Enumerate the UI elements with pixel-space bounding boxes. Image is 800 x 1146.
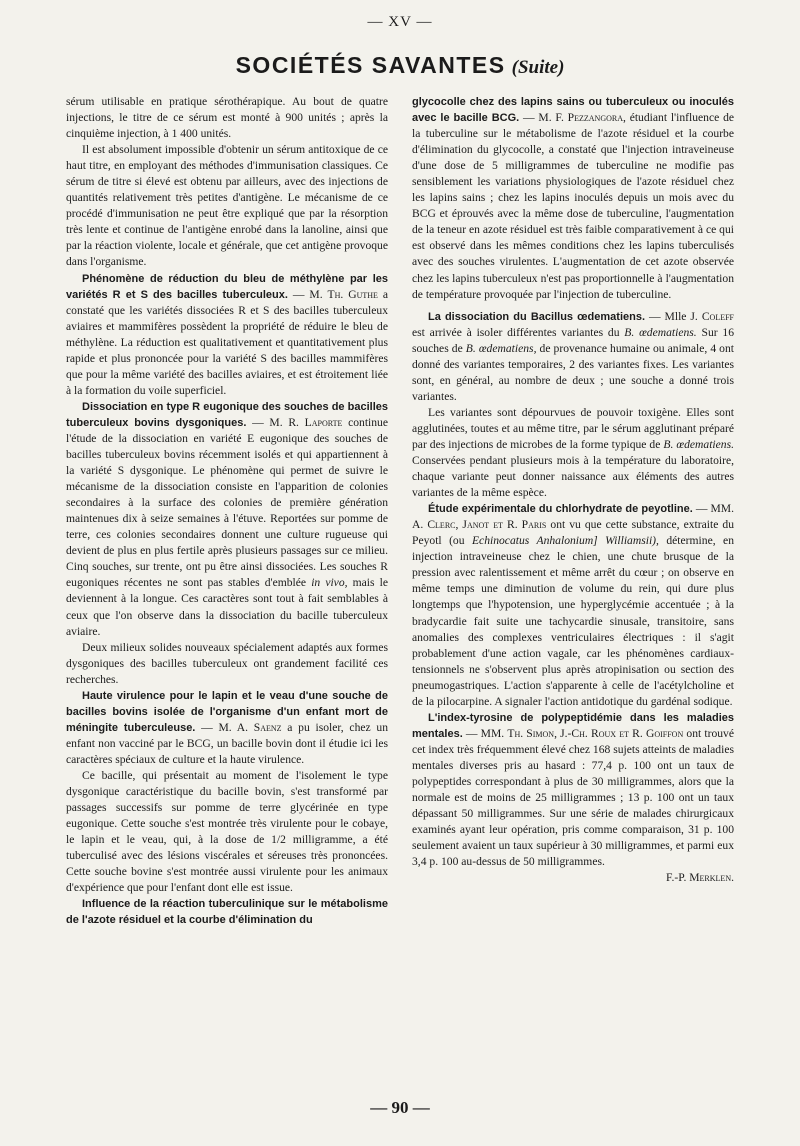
running-header: — XV — xyxy=(367,14,433,30)
article-clerc: Étude expérimentale du chlorhydrate de peyotline. — MM. A. Clerc, Janot et R. Paris ont vu que cette substance, extraite du Peyotl (ou Echinocatus Anhalonium] Williamsii), détermine, en injection intraveineuse chez le chien, une chute brusque de la pression avec ralentissement et même arrêt du cœur ; on observe en même temps une diminution de volume du rein, qui dure plus longtemps que l'hypotension, une hyperglycémie accentuée ; à la bradycardie fait suite une tachycardie sinusale, transitoire, sans anomalies des complexes ventriculaires électriques : il s'agit probablement d'une action vagale, car les phénomènes cardiaux-tensionnels ne s'observent plus après atropinisation ou section des pneumogastriques. L'action s'apparente à celle de l'acétylcholine et de la pilocarpine. A signaler l'action antidotique du gardénal sodique. xyxy=(412,502,734,708)
article-authors: Th. Simon, J.-Ch. Roux et R. Goiffon xyxy=(507,726,684,740)
article-simon: L'index-tyrosine de polypeptidémie dans les maladies mentales. — MM. Th. Simon, J.-Ch. Roux et R. Goiffon ont trouvé cet index très fréquemment élevé chez 168 sujets atteints de maladies mentales diverses pris au hasard : 77,4 p. 100 ont un taux de polypeptides correspondant à plus de 30 milligrammes, alors que la normale est de moins de 25 milligrammes ; 13 p. 100 ont un taux dépassant 50 milligrammes. Sur une série de malades chirurgicaux examinés ayant leur opération, pris comme comparaison, 31 p. 100 seulement avaient un taux supérieur à 30 milligrammes, et parmi eux 3,4 p. 100 au-dessus de 50 milligrammes. xyxy=(412,711,735,869)
article-saenz: Haute virulence pour le lapin et le veau d'une souche de bacilles bovins isolée de l'organisme d'un enfant mort de méningite tuberculeuse. — M. A. Saenz a pu isoler, chez un enfant non vacciné par le BCG, un bacille bovin dont il étudie ici les caractères spéciaux de culture et la haute virulence. xyxy=(66,689,388,766)
article-title: Haute virulence pour le lapin et le veau d'une souche de bacilles bovins isolée de l'organisme d'un enfant mort de méningite tuberculeuse. xyxy=(66,689,388,734)
paragraph: Les variantes sont dépourvues de pouvoir toxigène. Elles sont agglutinées, toutes et au même titre, par le sérum agglutinant préparé par des injections de microbes de la forme typique de B. œdematiens. Conservées pendant plusieurs mois à la température du laboratoire, chaque variante peut donner naissance aux éléments des autres variantes de la même espèce. xyxy=(412,405,734,500)
paragraph: sérum utilisable en pratique sérothérapique. Au bout de quatre injections, le titre de ce sérum est monté à 900 unités ; après la cinquième injection, à 1 400 unités. xyxy=(66,95,388,141)
article-title: Influence de la réaction tuberculinique sur le métabolisme de l'azote résiduel et la courbe d'élimination du xyxy=(66,898,388,927)
article-author: Laporte xyxy=(304,415,343,429)
article-authors: Clerc, Janot et R. Paris xyxy=(427,518,547,532)
article-pezzangora-cont: glycocolle chez des lapins sains ou tuberculeux ou inoculés avec le bacille BCG. — M. F. Pezzangora, étudiant l'influence de la tuberculine sur le métabolisme de l'azote résiduel et la courbe d'élimination du glycocolle, a constaté que l'injection intraveineuse d'une dose de 5 milligrammes de tuberculine ne modifie pas sensiblement les variations physiologiques de l'azote résiduel chez les lapins sains ; chez les lapins inoculés depuis un mois avec du BCG et éprouvés avec la même dose de tuberculine, l'augmentation de la teneur en azote résiduel est très faible comparativement à ce qui est observé dans les mêmes conditions chez les lapins tuberculisés avec des souches virulentes. L'augmentation de cet azote observée chez les lapins tuberculeux n'est pas proportionnelle à l'augmentation de température provoquée par l'injection de tuberculine. xyxy=(412,96,735,301)
page-number: — 90 — xyxy=(370,1098,430,1117)
paragraph: Deux milieux solides nouveaux spécialement adaptés aux formes dysgoniques des bacilles tuberculeux ont grandement facilité ces recherches. xyxy=(66,640,388,686)
section-header xyxy=(0,52,800,79)
right-column xyxy=(412,94,734,886)
article-title: Phénomène de réduction du bleu de méthylène par les variétés R et S des bacilles tuberculeux. xyxy=(66,272,388,301)
article-author: Saenz xyxy=(253,720,282,734)
section-suffix: (Suite) xyxy=(511,57,565,78)
article-laporte: Dissociation en type R eugonique des souches de bacilles tuberculeux bovins dysgoniques. — M. R. Laporte continue l'étude de la dissociation en variété E eugonique des souches de bacilles tuberculeux bovins récemment isolés et qui appartiennent à la variété S dysgonique. Le phénomène qui permet de suivre le mécanisme de la dissociation consiste en l'apparition de colonies secondaires à la surface des colonies de première génération maintenues dix à seize semaines à l'étuve. Reportées sur pomme de terre, ces colonies secondaires donnent une culture rugueuse qui devient de plus en plus fertile après plusieurs passages sur ce milieu. Cinq souches, sur trente, ont pu être ainsi dissociées. Les souches R eugoniques récentes ne sont pas stables d'emblée in vivo, mais le deviennent à la longue. Ces caractères sont tout à fait semblables à ceux que l'on observe dans la dissociation du bacille tuberculeux aviaire. xyxy=(66,400,389,638)
paragraph: Ce bacille, qui présentait au moment de l'isolement le type dysgonique caractéristique du bacille bovin, s'est transformé par passages successifs sur pomme de terre glycérinée en type eugonique. Cette souche s'est montrée très virulente pour le cobaye, le lapin et le veau, qui, à la dose de 1/2 milligramme, a été tuberculisé avec des lésions viscérales et séreuses très prononcées. Cette souche bovine s'est montrée aussi virulente pour les animaux d'expérience que pour l'enfant dont elle est issue. xyxy=(66,768,388,895)
article-guthe: Phénomène de réduction du bleu de méthylène par les variétés R et S des bacilles tuberculeux. — M. Th. Guthe a constaté que les variétés dissociées R et S des bacilles tuberculeux aviaires et mammifères possèdent la propriété de réduire le bleu de méthylène. La réduction est qualitativement et quantitativement plus rapide et plus prononcée pour la variété S des bacilles mammifères que pour la même variété des bacilles aviaires, et est étroitement liée à la formation du voile superficiel. xyxy=(66,272,389,397)
article-pezzangora-start xyxy=(66,896,388,928)
paragraph: Il est absolument impossible d'obtenir un sérum antitoxique de ce haut titre, en employant des méthodes d'immunisation classiques. Ce sérum de titre si élevé est obtenu par ailleurs, avec des injections de quantités relativement très petites d'antigène. Le mécanisme de ce procédé d'immunisation ne peut être expliqué que par la résorption très lente et continue de l'antigène enrobé dans la lanoline, ainsi que par la réaction violente, locale et générale, que cet antigène provoque dans l'organisme. xyxy=(66,143,388,269)
article-title-cont: glycocolle chez des lapins sains ou tuberculeux ou inoculés avec le bacille BCG. xyxy=(412,96,734,125)
article-author: Pezzangora xyxy=(567,111,623,125)
article-title: L'index-tyrosine de polypeptidémie dans les maladies mentales. xyxy=(412,711,734,740)
article-author: Coleff xyxy=(701,309,734,323)
article-title: Dissociation en type R eugonique des souches de bacilles tuberculeux bovins dysgoniques. xyxy=(66,400,388,429)
article-title: La dissociation du Bacillus œdematiens. xyxy=(428,310,646,323)
section-title: SOCIÉTÉS SAVANTES xyxy=(235,52,506,78)
article-author: Th. Guthe xyxy=(327,287,378,301)
article-coleff: La dissociation du Bacillus œdematiens. — Mlle J. Coleff est arrivée à isoler différentes variantes du B. œdematiens. Sur 16 souches de B. œdematiens, de provenance humaine ou animale, 4 ont donné des variantes temporaires, 2 des variantes fixes. Les variantes sont, en général, au nombre de deux ; une souche a donné trois variantes. xyxy=(412,309,734,403)
signature: F.-P. Merklen. xyxy=(666,871,734,885)
article-title: Étude expérimentale du chlorhydrate de peyotline. xyxy=(428,503,693,516)
left-column xyxy=(66,94,388,928)
